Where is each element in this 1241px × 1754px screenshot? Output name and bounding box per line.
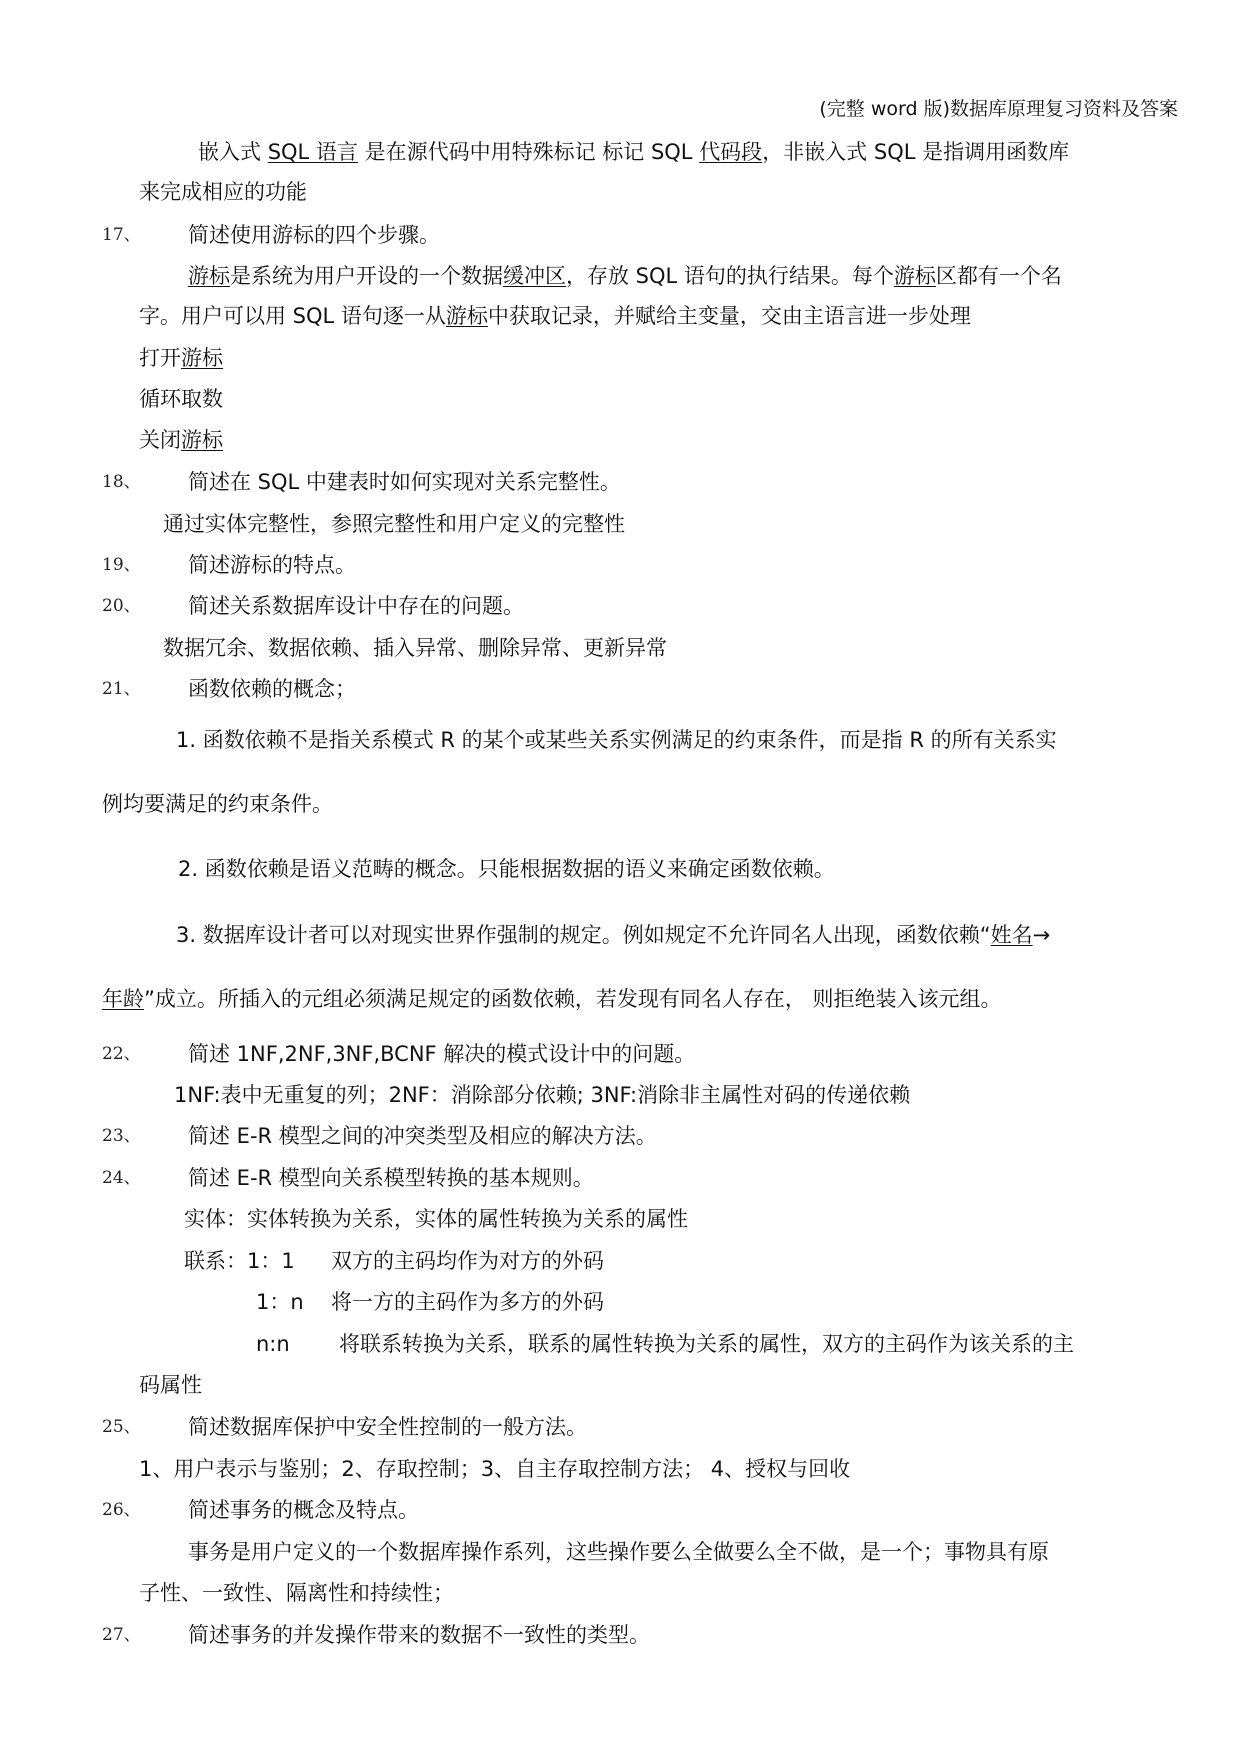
question-title: 函数依赖的概念； — [188, 677, 356, 701]
underlined-text: 游标 — [893, 264, 936, 288]
answer-line: 实体：实体转换为关系，实体的属性转换为关系的属性 — [184, 1207, 688, 1231]
intro-line-1 — [198, 138, 1069, 166]
answer-line: 2. 函数依赖是语义范畴的概念。只能根据数据的语义来确定函数依赖。 — [178, 857, 835, 881]
answer-line: 1、用户表示与鉴别；2、存取控制；3、自主存取控制方法； 4、授权与回收 — [139, 1457, 851, 1481]
question-title: 简述游标的特点。 — [188, 553, 356, 577]
question-number: 21、 — [102, 679, 141, 699]
answer-line: 数据冗余、数据依赖、插入异常、删除异常、更新异常 — [163, 636, 667, 660]
text: 区都有一个名 — [935, 264, 1062, 288]
underlined-text: 游标 — [188, 264, 230, 288]
underlined-text: 姓名 — [990, 923, 1033, 947]
answer-line: 1. 函数依赖不是指关系模式 R 的某个或某些关系实例满足的约束条件，而是指 R 的所有关系实 — [176, 728, 1057, 752]
answer-line: 将一方的主码作为多方的外码 — [331, 1290, 604, 1314]
question-title: 简述 E-R 模型之间的冲突类型及相应的解决方法。 — [188, 1124, 657, 1148]
answer-line — [102, 985, 1002, 1013]
answer-line: 码属性 — [139, 1373, 202, 1397]
answer-line: 子性、一致性、隔离性和持续性； — [139, 1581, 454, 1605]
question-number: 22、 — [102, 1044, 141, 1064]
answer-line: n:n — [256, 1332, 290, 1356]
underlined-text: 游标 — [181, 346, 223, 370]
answer-line — [188, 262, 1062, 290]
question-title: 简述事务的并发操作带来的数据不一致性的类型。 — [188, 1623, 650, 1647]
underlined-text: 年龄 — [102, 987, 144, 1011]
answer-line: 事务是用户定义的一个数据库操作系列，这些操作要么全做要么全不做，是一个；事物具有原 — [188, 1540, 1049, 1564]
text: 关闭 — [139, 428, 181, 452]
question-title: 简述 1NF,2NF,3NF,BCNF 解决的模式设计中的问题。 — [188, 1042, 696, 1066]
answer-step: 循环取数 — [139, 387, 223, 411]
underlined-text: 代码段 — [699, 140, 763, 164]
text: 打开 — [139, 346, 181, 370]
question-number: 26、 — [102, 1500, 141, 1520]
text: 3. 数据库设计者可以对现实世界作强制的规定。例如规定不允许同名人出现，函数依赖“ — [176, 923, 991, 947]
text: 中获取记录，并赋给主变量，交由主语言进一步处理 — [487, 304, 971, 328]
underlined-text: 缓冲区 — [503, 264, 566, 288]
question-number: 23、 — [102, 1126, 141, 1146]
answer-line: 将联系转换为关系，联系的属性转换为关系的属性，双方的主码作为该关系的主 — [339, 1332, 1074, 1356]
question-title: 简述使用游标的四个步骤。 — [188, 223, 440, 247]
underlined-text: SQL 语言 — [267, 140, 358, 164]
question-number: 17、 — [102, 225, 141, 245]
answer-line: 通过实体完整性，参照完整性和用户定义的完整性 — [163, 512, 625, 536]
text: 字。用户可以用 SQL 语句逐一从 — [139, 304, 446, 328]
document-header: (完整 word 版)数据库原理复习资料及答案 — [819, 98, 1178, 120]
answer-line: 双方的主码均作为对方的外码 — [331, 1249, 604, 1273]
text: ，存放 SQL 语句的执行结果。每个 — [566, 264, 894, 288]
underlined-text: 游标 — [445, 304, 488, 328]
question-number: 20、 — [102, 596, 141, 616]
question-title: 简述数据库保护中安全性控制的一般方法。 — [188, 1415, 587, 1439]
question-number: 27、 — [102, 1625, 141, 1645]
answer-step — [139, 344, 223, 372]
answer-step — [139, 426, 223, 454]
text: 是在源代码中用特殊标记 标记 SQL — [357, 140, 700, 164]
answer-line — [176, 921, 1050, 949]
question-number: 19、 — [102, 555, 141, 575]
question-number: 24、 — [102, 1168, 141, 1188]
text: 嵌入式 — [198, 140, 268, 164]
question-title: 简述关系数据库设计中存在的问题。 — [188, 594, 524, 618]
text: 是系统为用户开设的一个数据 — [230, 264, 503, 288]
text: → — [1032, 923, 1051, 947]
intro-line-2: 来完成相应的功能 — [139, 180, 307, 204]
question-number: 25、 — [102, 1417, 141, 1437]
answer-line: 1：n — [256, 1290, 304, 1314]
underlined-text: 游标 — [181, 428, 223, 452]
text: ，非嵌入式 SQL 是指调用函数库 — [762, 140, 1070, 164]
question-title: 简述在 SQL 中建表时如何实现对关系完整性。 — [188, 470, 621, 494]
question-title: 简述事务的概念及特点。 — [188, 1498, 419, 1522]
text: ”成立。所插入的元组必须满足规定的函数依赖，若发现有同名人存在， 则拒绝装入该元组。 — [144, 987, 1002, 1011]
answer-line — [139, 302, 971, 330]
answer-line: 联系：1：1 — [184, 1249, 295, 1273]
question-title: 简述 E-R 模型向关系模型转换的基本规则。 — [188, 1166, 594, 1190]
question-number: 18、 — [102, 472, 141, 492]
answer-line: 例均要满足的约束条件。 — [102, 792, 333, 816]
answer-line: 1NF:表中无重复的列；2NF：消除部分依赖; 3NF:消除非主属性对码的传递依赖 — [174, 1083, 911, 1107]
